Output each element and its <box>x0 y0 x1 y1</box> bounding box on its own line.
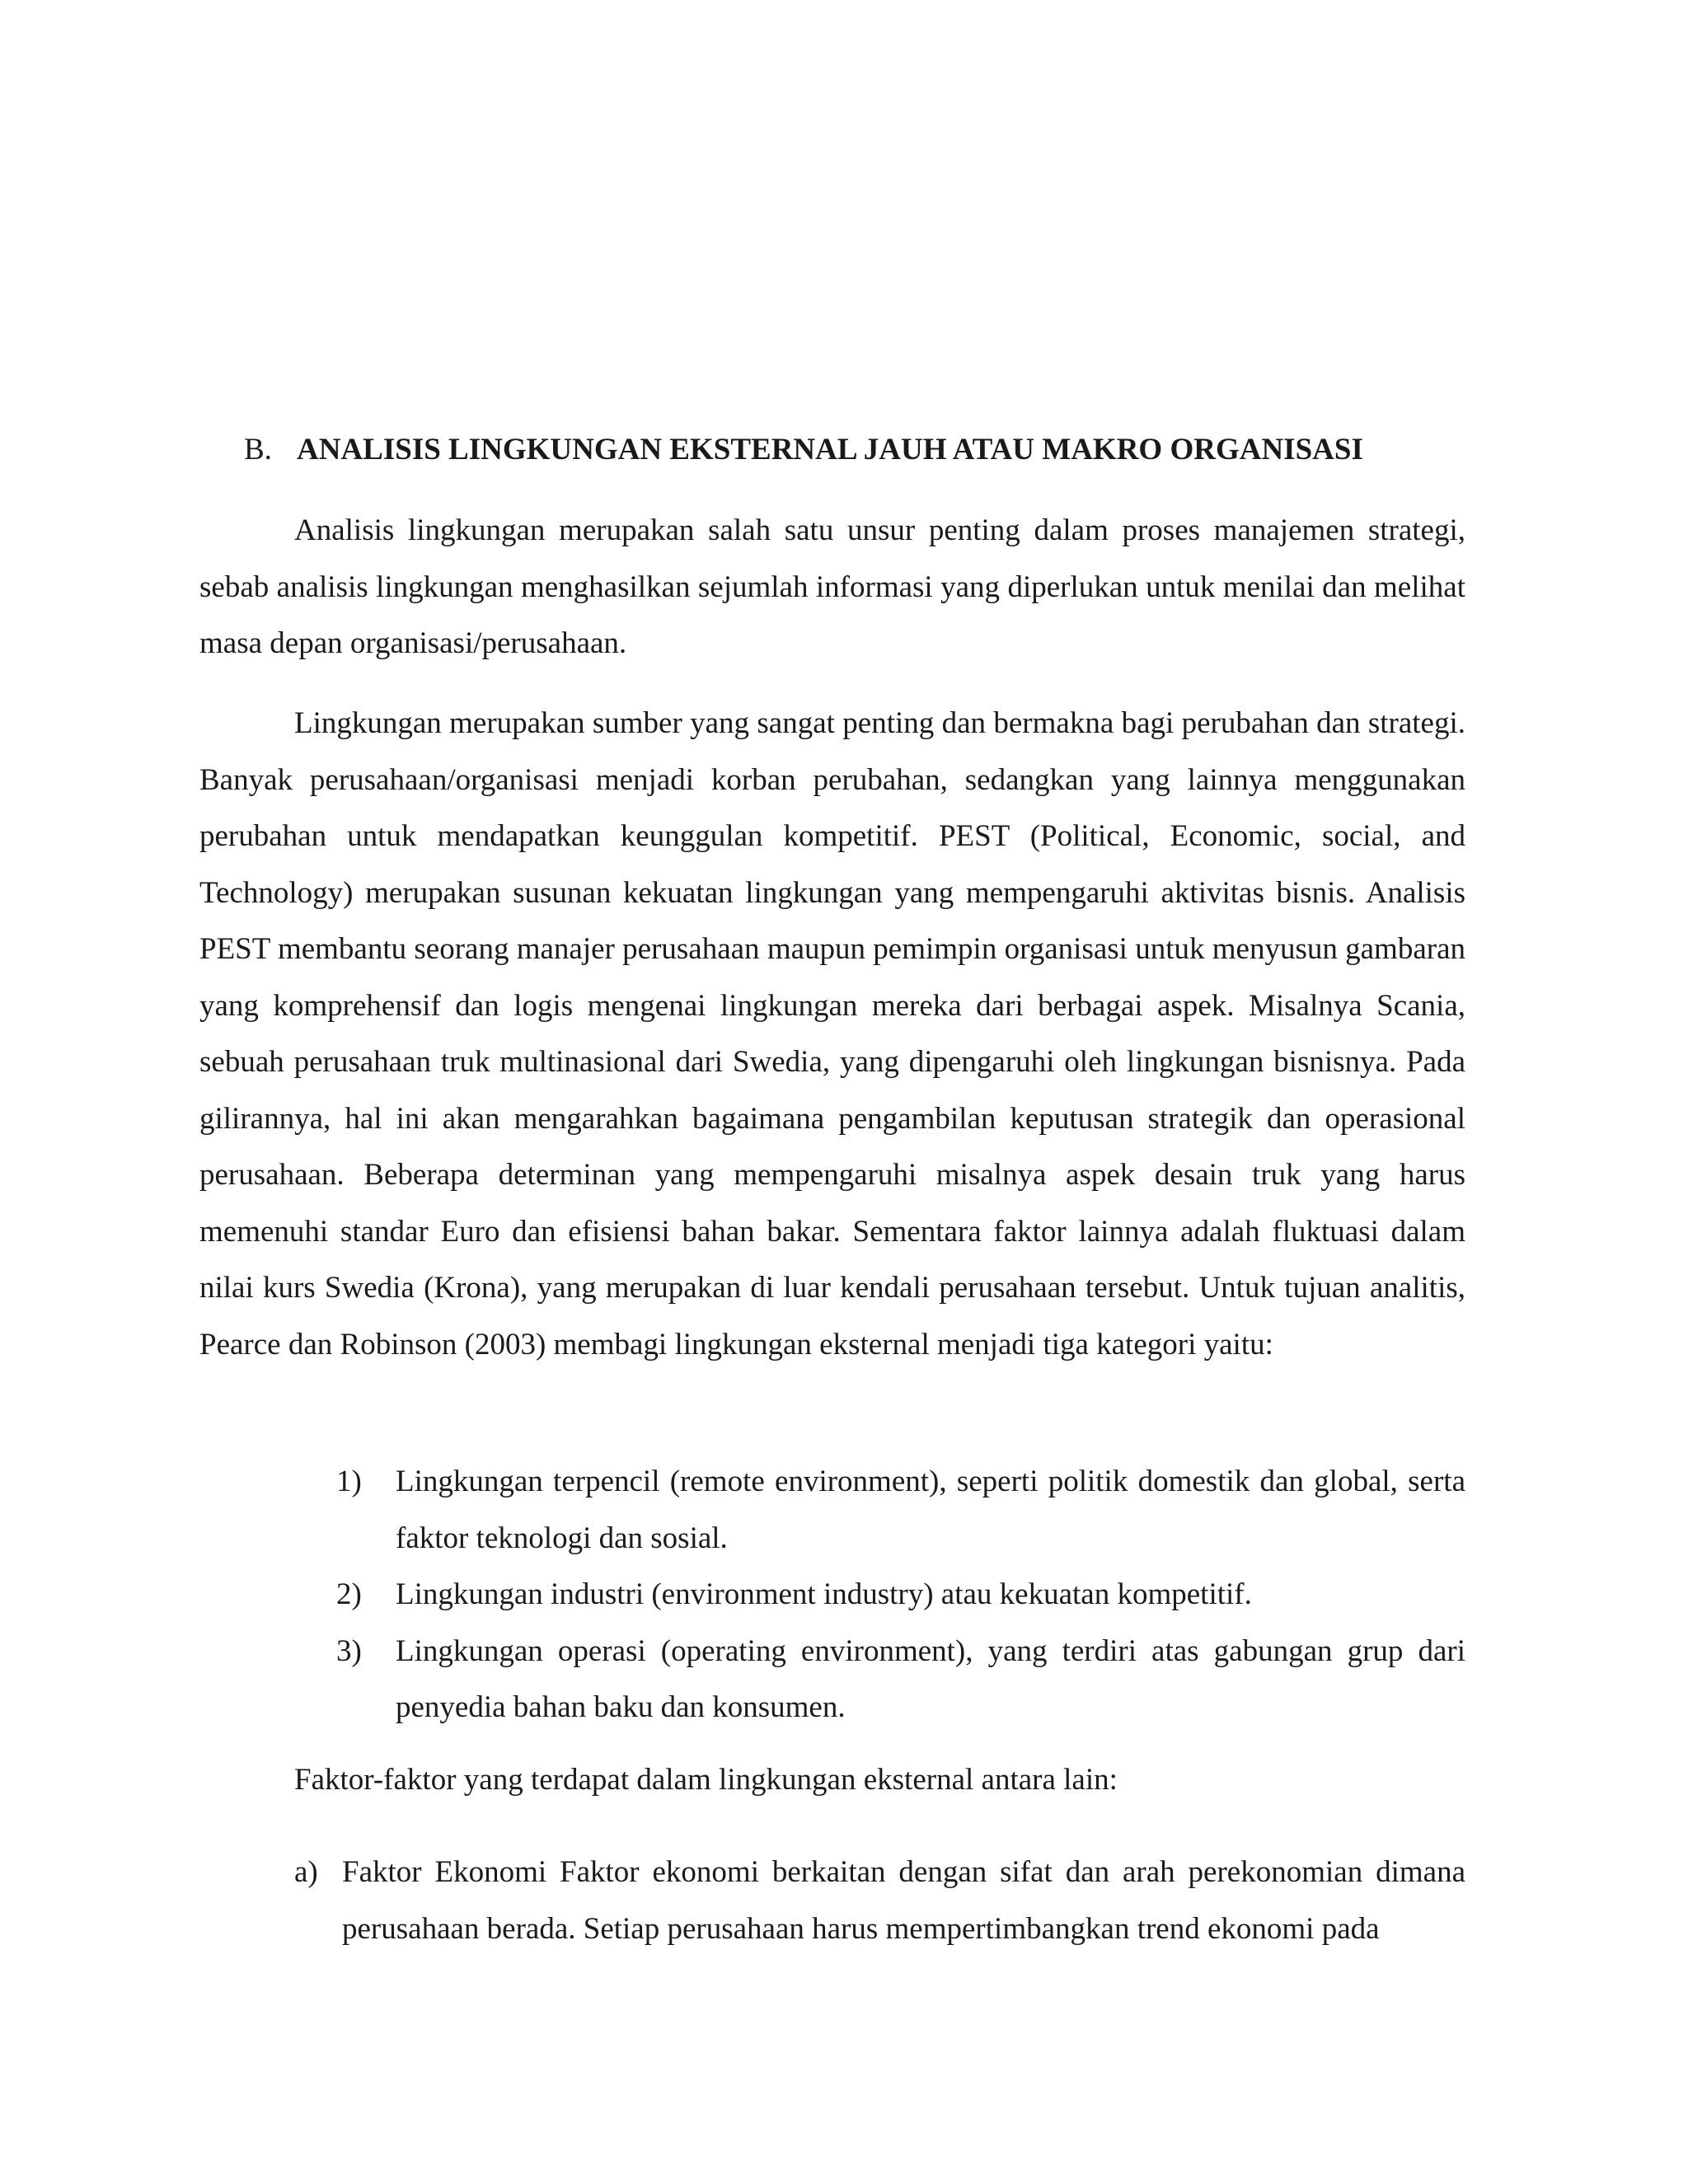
list-item-text: Lingkungan industri (environment industry) atau kekuatan kompetitif. <box>396 1577 1252 1611</box>
factors-intro: Faktor-faktor yang terdapat dalam lingkungan eksternal antara lain: <box>294 1763 1118 1797</box>
paragraph-lingkungan-strategi: Lingkungan merupakan sumber yang sangat penting dan bermakna bagi perubahan dan strategi. Banyak perusahaan/organisasi menjadi korban perubahan, sedangkan yang lainnya menggunakan perubahan untuk mendapatkan keunggulan kompetitif. PEST (Political, Economic, social, and Technology) merupakan susunan kekuatan lingkungan yang mempengaruhi aktivitas bisnis. Analisis PEST membantu seorang manajer perusahaan maupun pemimpin organisasi untuk menyusun gambaran yang komprehensif dan logis mengenai lingkungan mereka dari berbagai aspek. Misalnya Scania, sebuah perusahaan truk multinasional dari Swedia, yang dipengaruhi oleh lingkungan bisnisnya. Pada gilirannya, hal ini akan mengarahkan bagaimana pengambilan keputusan strategik dan operasional perusahaan. Beberapa determinan yang mempengaruhi misalnya aspek desain truk yang harus memenuhi standar Euro dan efisiensi bahan bakar. Sementara faktor lainnya adalah fluktuasi dalam nilai kurs Swedia (Krona), yang merupakan di luar kendali perusahaan tersebut. Untuk tujuan analitis, Pearce dan Robinson (2003) membagi lingkungan eksternal menjadi tiga kategori yaitu: <box>199 706 1465 1361</box>
external-factors-list <box>294 1844 1465 1957</box>
section-letter: B. <box>244 433 272 466</box>
list-item-text: Faktor Ekonomi Faktor ekonomi berkaitan dengan sifat dan arah perekonomian dimana perusahaan berada. Setiap perusahaan harus mempertimbangkan trend ekonomi pada <box>342 1855 1465 1946</box>
list-item <box>336 1624 1465 1736</box>
list-item <box>294 1844 1465 1957</box>
list-item-text: Lingkungan terpencil (remote environment), seperti politik domestik dan global, serta faktor teknologi dan sosial. <box>396 1465 1465 1555</box>
section-heading <box>244 430 1363 470</box>
list-item-letter: a) <box>294 1855 318 1889</box>
list-item-text: Lingkungan operasi (operating environment), yang terdiri atas gabungan grup dari penyedia bahan baku dan konsumen. <box>396 1633 1465 1724</box>
list-item-number: 1) <box>336 1465 362 1498</box>
list-item-number: 3) <box>336 1633 362 1668</box>
section-title: ANALISIS LINGKUNGAN EKSTERNAL JAUH ATAU MAKRO ORGANISASI <box>297 433 1363 466</box>
list-item-number: 2) <box>336 1577 362 1611</box>
list-item <box>336 1567 1465 1624</box>
environment-categories-list <box>336 1454 1465 1736</box>
paragraph-analisis-lingkungan: Analisis lingkungan merupakan salah satu unsur penting dalam proses manajemen strategi, sebab analisis lingkungan menghasilkan sejumlah informasi yang diperlukan untuk menilai dan melihat masa depan organisasi/perusahaan. <box>199 513 1465 660</box>
list-item <box>336 1454 1465 1567</box>
